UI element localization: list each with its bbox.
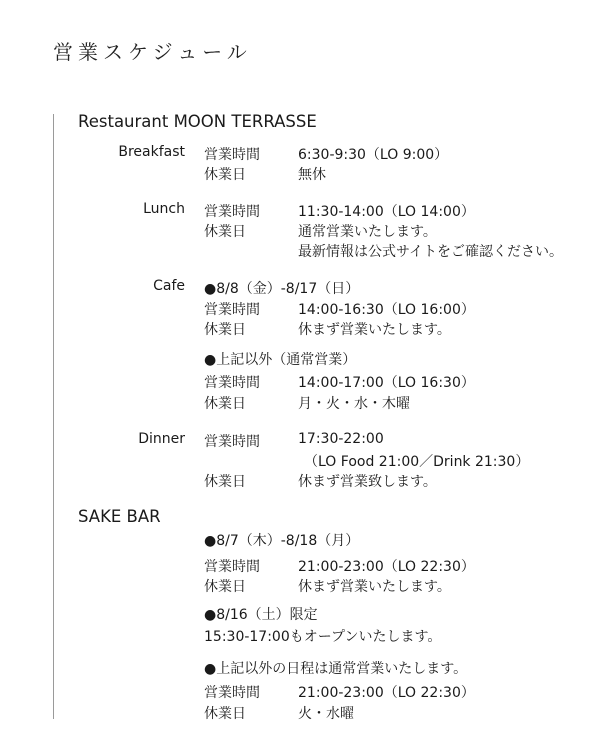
cafe-p2-closed: 月・火・水・木曜 [298,396,410,412]
sake-bar-period-1: ●8/7（木）-8/18（月） [204,533,360,549]
sake-bar-p3-hours-label: 営業時間 [204,685,260,701]
dinner-hours-detail: （LO Food 21:00／Drink 21:30） [304,454,530,470]
lunch-note: 最新情報は公式サイトをご確認ください。 [298,244,564,260]
page-title: 営業スケジュール [53,40,252,64]
cafe-category: Cafe [153,278,185,294]
sake-bar-name: SAKE BAR [78,507,161,526]
sake-bar-p1-hours: 21:00-23:00（LO 22:30） [298,559,475,575]
cafe-p1-hours-label: 営業時間 [204,302,260,318]
cafe-p2-closed-label: 休業日 [204,396,246,412]
lunch-hours-label: 営業時間 [204,204,260,220]
breakfast-hours-label: 営業時間 [204,147,260,163]
lunch-hours: 11:30-14:00（LO 14:00） [298,204,475,220]
sake-bar-p2-note: 15:30-17:00もオープンいたします。 [204,629,442,645]
cafe-p1-closed-label: 休業日 [204,322,246,338]
dinner-closed-label: 休業日 [204,474,246,490]
cafe-period-1: ●8/8（金）-8/17（日） [204,281,360,297]
cafe-p1-hours: 14:00-16:30（LO 16:00） [298,302,475,318]
sake-bar-p3-hours: 21:00-23:00（LO 22:30） [298,685,475,701]
sake-bar-p3-closed-label: 休業日 [204,706,246,722]
sake-bar-period-3: ●上記以外の日程は通常営業いたします。 [204,661,468,677]
section-divider-line [53,114,54,719]
breakfast-category: Breakfast [118,144,185,160]
cafe-p1-closed: 休まず営業いたします。 [298,322,451,338]
restaurant-name: Restaurant MOON TERRASSE [78,112,317,131]
cafe-period-2: ●上記以外（通常営業） [204,352,357,368]
sake-bar-p3-closed: 火・水曜 [298,706,354,722]
breakfast-closed: 無休 [298,167,326,183]
dinner-category: Dinner [138,431,185,447]
lunch-category: Lunch [143,201,185,217]
breakfast-closed-label: 休業日 [204,167,246,183]
sake-bar-p1-closed: 休まず営業いたします。 [298,579,451,595]
dinner-closed: 休まず営業致します。 [298,474,437,490]
sake-bar-p1-hours-label: 営業時間 [204,559,260,575]
cafe-p2-hours-label: 営業時間 [204,375,260,391]
sake-bar-period-2: ●8/16（土）限定 [204,607,318,623]
lunch-closed: 通常営業いたします。 [298,224,437,240]
lunch-closed-label: 休業日 [204,224,246,240]
cafe-p2-hours: 14:00-17:00（LO 16:30） [298,375,475,391]
breakfast-hours: 6:30-9:30（LO 9:00） [298,147,449,163]
sake-bar-p1-closed-label: 休業日 [204,579,246,595]
dinner-hours: 17:30-22:00 [298,431,384,447]
dinner-hours-label: 営業時間 [204,434,260,450]
